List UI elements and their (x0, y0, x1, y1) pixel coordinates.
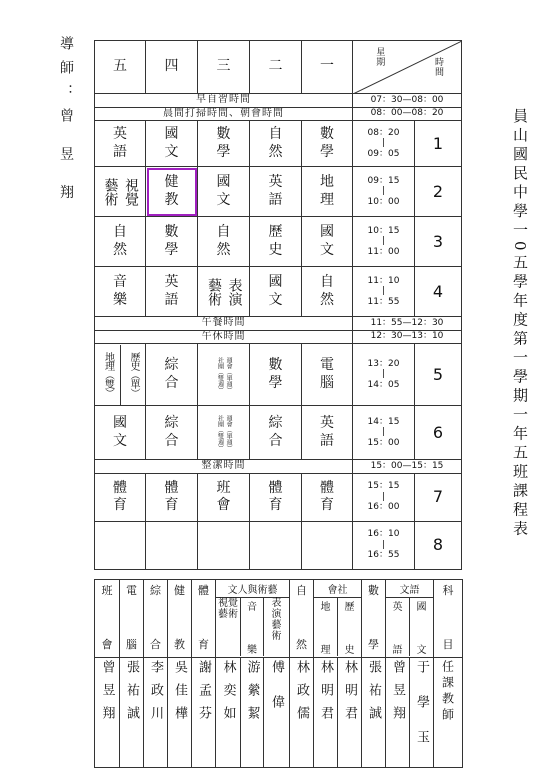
timetable (94, 40, 462, 570)
period-row-1 (95, 121, 462, 167)
period-number-4: 4 (415, 267, 462, 317)
time-p3: 10：15 | 11：00 (353, 217, 415, 267)
cell-p8-tue (250, 521, 302, 569)
tidy-time: 15：00—15：15 (353, 460, 462, 474)
cell-p3-fri: 自然 (95, 217, 146, 267)
teacher-table (94, 579, 463, 768)
teacher-visual-arts: 林奕如 (216, 658, 241, 768)
cell-p3-mon: 國文 (302, 217, 353, 267)
cell-p2-mon: 地理 (302, 167, 353, 217)
cell-p4-tue: 國文 (250, 267, 302, 317)
subj-math: 數 學 (362, 580, 386, 658)
cell-p8-mon (302, 521, 353, 569)
time-p5: 13：20 | 14：05 (353, 344, 415, 406)
time-p7: 15：15 | 16：00 (353, 473, 415, 521)
header-row (95, 41, 462, 94)
day-header-fri: 五 (95, 41, 146, 94)
morning-study-time: 07：30—08：00 (353, 94, 462, 108)
period-number-1: 1 (415, 121, 462, 167)
period-number-8: 8 (415, 521, 462, 569)
cell-p1-fri: 英語 (95, 121, 146, 167)
time-p4: 11：10 | 11：55 (353, 267, 415, 317)
period-number-3: 3 (415, 217, 462, 267)
teacher-chinese: 于學玉 (410, 658, 434, 768)
cell-p5-fri (95, 344, 146, 406)
cell-p2-thu-highlighted[interactable]: 健教 (146, 167, 198, 217)
time-p6: 14：15 | 15：00 (353, 406, 415, 460)
cell-p6-wed: 社團（雙週） 週會（單週） (198, 406, 250, 460)
subj-label: 科 目 (434, 580, 463, 658)
tidy-label: 整潔時間 (95, 460, 353, 474)
subj-music: 音 樂 (241, 598, 264, 656)
diagonal-line (353, 41, 462, 94)
cell-p6-thu: 綜合 (146, 406, 198, 460)
teacher-math: 張祐誠 (362, 658, 386, 768)
period-row-3 (95, 217, 462, 267)
geo-double-week: 地理（雙） (95, 345, 121, 405)
cell-p2-wed: 國文 (198, 167, 250, 217)
subj-language-group: 文語 英 語 國 文 (386, 580, 434, 658)
tidy-row (95, 460, 462, 474)
nap-label: 午休時間 (95, 330, 353, 344)
teacher-music: 游縈絜 (241, 658, 264, 768)
day-header-thu: 四 (146, 41, 198, 94)
cell-p8-fri (95, 521, 146, 569)
corner-time-label: 時間 (433, 57, 443, 77)
cleaning-label: 晨間打掃時間、朝會時間 (95, 107, 353, 121)
cell-p5-thu: 綜合 (146, 344, 198, 406)
period-row-7 (95, 473, 462, 521)
period-row-5 (95, 344, 462, 406)
cell-p6-tue: 綜合 (250, 406, 302, 460)
time-p8: 16：10 | 16：55 (353, 521, 415, 569)
teacher-history: 林明君 (338, 658, 362, 768)
morning-study-label: 早自習時間 (95, 94, 353, 108)
teacher-performing-arts: 傅偉 (264, 658, 290, 768)
period-row-8 (95, 521, 462, 569)
cleaning-row (95, 107, 462, 121)
cell-p5-wed: 社團（雙週） 週會（單週） (198, 344, 250, 406)
cell-p3-tue: 歷史 (250, 217, 302, 267)
lunch-row (95, 317, 462, 331)
period-number-6: 6 (415, 406, 462, 460)
day-header-wed: 三 (198, 41, 250, 94)
subj-pe: 體 育 (192, 580, 216, 658)
subj-chinese: 國 文 (416, 602, 427, 656)
teacher-class-meeting: 曾昱翔 (95, 658, 120, 768)
teacher-row (95, 658, 463, 768)
time-p2: 09：15 | 10：00 (353, 167, 415, 217)
time-p1: 08：20 | 09：05 (353, 121, 415, 167)
subj-integrated: 綜 合 (144, 580, 168, 658)
subj-health: 健 教 (168, 580, 192, 658)
cell-p1-mon: 數學 (302, 121, 353, 167)
cell-p1-tue: 自然 (250, 121, 302, 167)
cell-p8-thu (146, 521, 198, 569)
subj-visual-arts: 視覺藝術 (216, 598, 241, 656)
cell-p7-tue: 體育 (250, 473, 302, 521)
subj-social-group: 會社 地 理 歷 史 (314, 580, 362, 658)
period-number-7: 7 (415, 473, 462, 521)
cell-p1-wed: 數學 (198, 121, 250, 167)
cell-p5-tue: 數學 (250, 344, 302, 406)
lunch-time: 11：55—12：30 (353, 317, 462, 331)
cell-p4-thu: 英語 (146, 267, 198, 317)
nap-row (95, 330, 462, 344)
lunch-label: 午餐時間 (95, 317, 353, 331)
corner-day-label: 星期 (374, 47, 385, 67)
period-row-4 (95, 267, 462, 317)
period-number-2: 2 (415, 167, 462, 217)
homeroom-teacher: 導師：曾 昱 翔 (58, 36, 74, 209)
cell-p4-fri: 音樂 (95, 267, 146, 317)
cell-p7-thu: 體育 (146, 473, 198, 521)
teacher-science: 林政儒 (290, 658, 314, 768)
morning-study-row (95, 94, 462, 108)
teacher-health: 吳佳樺 (168, 658, 192, 768)
cell-p3-wed: 自然 (198, 217, 250, 267)
cell-p7-wed: 班會 (198, 473, 250, 521)
cell-p7-fri: 體育 (95, 473, 146, 521)
day-header-tue: 二 (250, 41, 302, 94)
cell-p2-tue: 英語 (250, 167, 302, 217)
nap-time: 12：30—13：10 (353, 330, 462, 344)
cell-p6-fri: 國文 (95, 406, 146, 460)
subj-english: 英 語 (386, 598, 410, 656)
cell-p8-wed (198, 521, 250, 569)
teacher-geography: 林明君 (314, 658, 338, 768)
teacher-label: 任課教師 (434, 658, 463, 768)
hist-single-week: 歷史（單） (128, 352, 139, 397)
cell-p3-thu: 數學 (146, 217, 198, 267)
period-number-5: 5 (415, 344, 462, 406)
corner-header (353, 41, 462, 94)
subj-computer: 電 腦 (120, 580, 144, 658)
period-row-2 (95, 167, 462, 217)
cell-p7-mon: 體育 (302, 473, 353, 521)
cleaning-time: 08：00—08：20 (353, 107, 462, 121)
day-header-mon: 一 (302, 41, 353, 94)
cell-p2-fri: 藝術 視覺 (95, 167, 146, 217)
cell-p6-mon: 英語 (302, 406, 353, 460)
subject-row (95, 580, 463, 658)
teacher-integrated: 李政川 (144, 658, 168, 768)
subj-class-meeting: 班 會 (95, 580, 120, 658)
cell-p4-mon: 自然 (302, 267, 353, 317)
teacher-pe: 謝孟芬 (192, 658, 216, 768)
subj-history: 歷 史 (344, 602, 355, 656)
teacher-computer: 張祐誠 (120, 658, 144, 768)
teacher-english: 曾昱翔 (386, 658, 410, 768)
schedule-title: 員山國民中學一0五學年度第一學期一年五班課程表 (511, 108, 529, 540)
subj-geography: 地 理 (314, 598, 338, 656)
cell-p4-wed: 藝術 表演 (198, 267, 250, 317)
subj-performing-arts: 表演藝術 (271, 598, 282, 642)
subj-science: 自 然 (290, 580, 314, 658)
cell-p5-mon: 電腦 (302, 344, 353, 406)
cell-p1-thu: 國文 (146, 121, 198, 167)
period-row-6 (95, 406, 462, 460)
subj-arts-group: 文人與術藝 視覺藝術 音 樂 表演藝術 (216, 580, 290, 658)
